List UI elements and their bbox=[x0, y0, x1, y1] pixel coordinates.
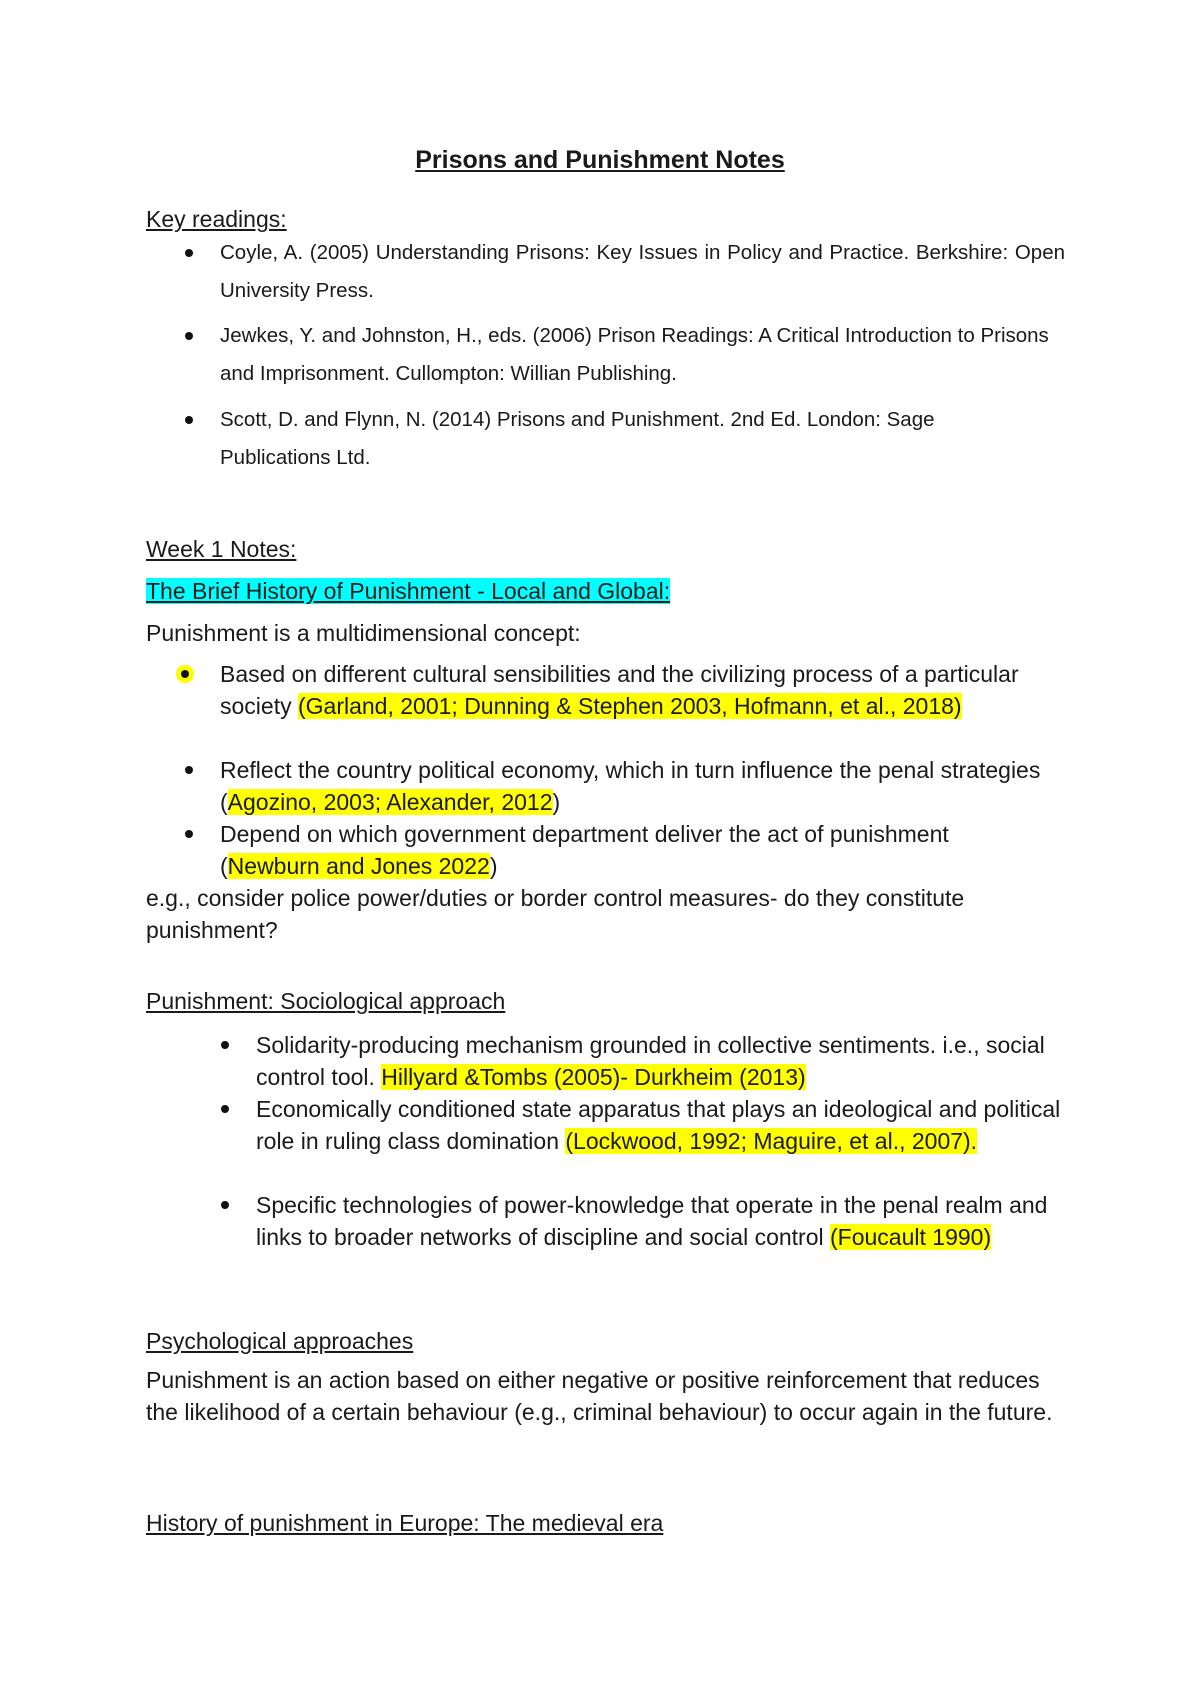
section-title-text: The Brief History of Punishment - Local and Global: bbox=[146, 578, 671, 604]
citation: (Garland, 2001; Dunning & Stephen 2003, Hofmann, et al., 2018) bbox=[297, 693, 962, 719]
bullet-icon bbox=[181, 670, 189, 678]
list-item-text: Specific technologies of power-knowledge that operate in the penal realm and links to broader networks of discipline and social control bbox=[256, 1192, 1048, 1250]
list-item-text: Economically conditioned state apparatus that plays an ideological and political role in ruling class domination bbox=[256, 1096, 1061, 1154]
list-item bbox=[220, 754, 1070, 818]
intro-text: Punishment is a multidimensional concept: bbox=[146, 620, 581, 646]
list-item bbox=[256, 1029, 1056, 1093]
bullet-icon bbox=[185, 830, 193, 838]
list-item bbox=[256, 1093, 1071, 1157]
bullet-icon bbox=[185, 332, 193, 340]
list-item bbox=[220, 658, 1070, 722]
example-text: e.g., consider police power/duties or border control measures- do they constitute punishment? bbox=[146, 885, 965, 943]
psychological-text: Punishment is an action based on either negative or positive reinforcement that reduces the likelihood of a certain behaviour (e.g., criminal behaviour) to occur again in the future. bbox=[146, 1367, 1053, 1425]
list-item bbox=[220, 818, 1020, 882]
key-readings-heading: Key readings: bbox=[146, 206, 287, 232]
list-item bbox=[256, 1189, 1071, 1253]
list-item-text: Depend on which government department deliver the act of punishment ( bbox=[220, 821, 949, 879]
reading-item: Coyle, A. (2005) Understanding Prisons: Key Issues in Policy and Practice. Berkshire: Open University Press. bbox=[220, 241, 1065, 302]
bullet-icon bbox=[185, 766, 193, 774]
list-item-text: Based on different cultural sensibilities and the civilizing process of a particular society bbox=[220, 661, 1019, 719]
citation: Agozino, 2003; Alexander, 2012 bbox=[227, 789, 553, 815]
page-title: Prisons and Punishment Notes bbox=[415, 146, 785, 174]
bullet-icon bbox=[221, 1105, 229, 1113]
reading-item: Scott, D. and Flynn, N. (2014) Prisons and Punishment. 2nd Ed. London: Sage Publications Ltd. bbox=[220, 408, 935, 469]
citation: Hillyard &Tombs (2005)- Durkheim (2013) bbox=[381, 1064, 806, 1090]
week1-heading: Week 1 Notes: bbox=[146, 536, 297, 562]
bullet-icon bbox=[185, 249, 193, 257]
europe-heading: History of punishment in Europe: The medieval era bbox=[146, 1510, 664, 1536]
sociological-heading: Punishment: Sociological approach bbox=[146, 988, 506, 1014]
citation: (Lockwood, 1992; Maguire, et al., 2007). bbox=[565, 1128, 978, 1154]
list-item-text: Solidarity-producing mechanism grounded in collective sentiments. i.e., social control tool. bbox=[256, 1032, 1045, 1090]
list-item-suffix: ) bbox=[489, 853, 498, 879]
reading-item: Jewkes, Y. and Johnston, H., eds. (2006) Prison Readings: A Critical Introduction to Prisons and Imprisonment. Cullompton: Willian Publishing. bbox=[220, 324, 1049, 385]
section-title bbox=[146, 580, 670, 603]
list-item-suffix: ) bbox=[552, 789, 561, 815]
citation: (Foucault 1990) bbox=[830, 1224, 992, 1250]
bullet-icon bbox=[221, 1041, 229, 1049]
bullet-icon bbox=[185, 416, 193, 424]
bullet-icon bbox=[221, 1201, 229, 1209]
citation: Newburn and Jones 2022 bbox=[227, 853, 490, 879]
psychological-heading: Psychological approaches bbox=[146, 1328, 414, 1354]
list-item-text: Reflect the country political economy, which in turn influence the penal strategies ( bbox=[220, 757, 1041, 815]
